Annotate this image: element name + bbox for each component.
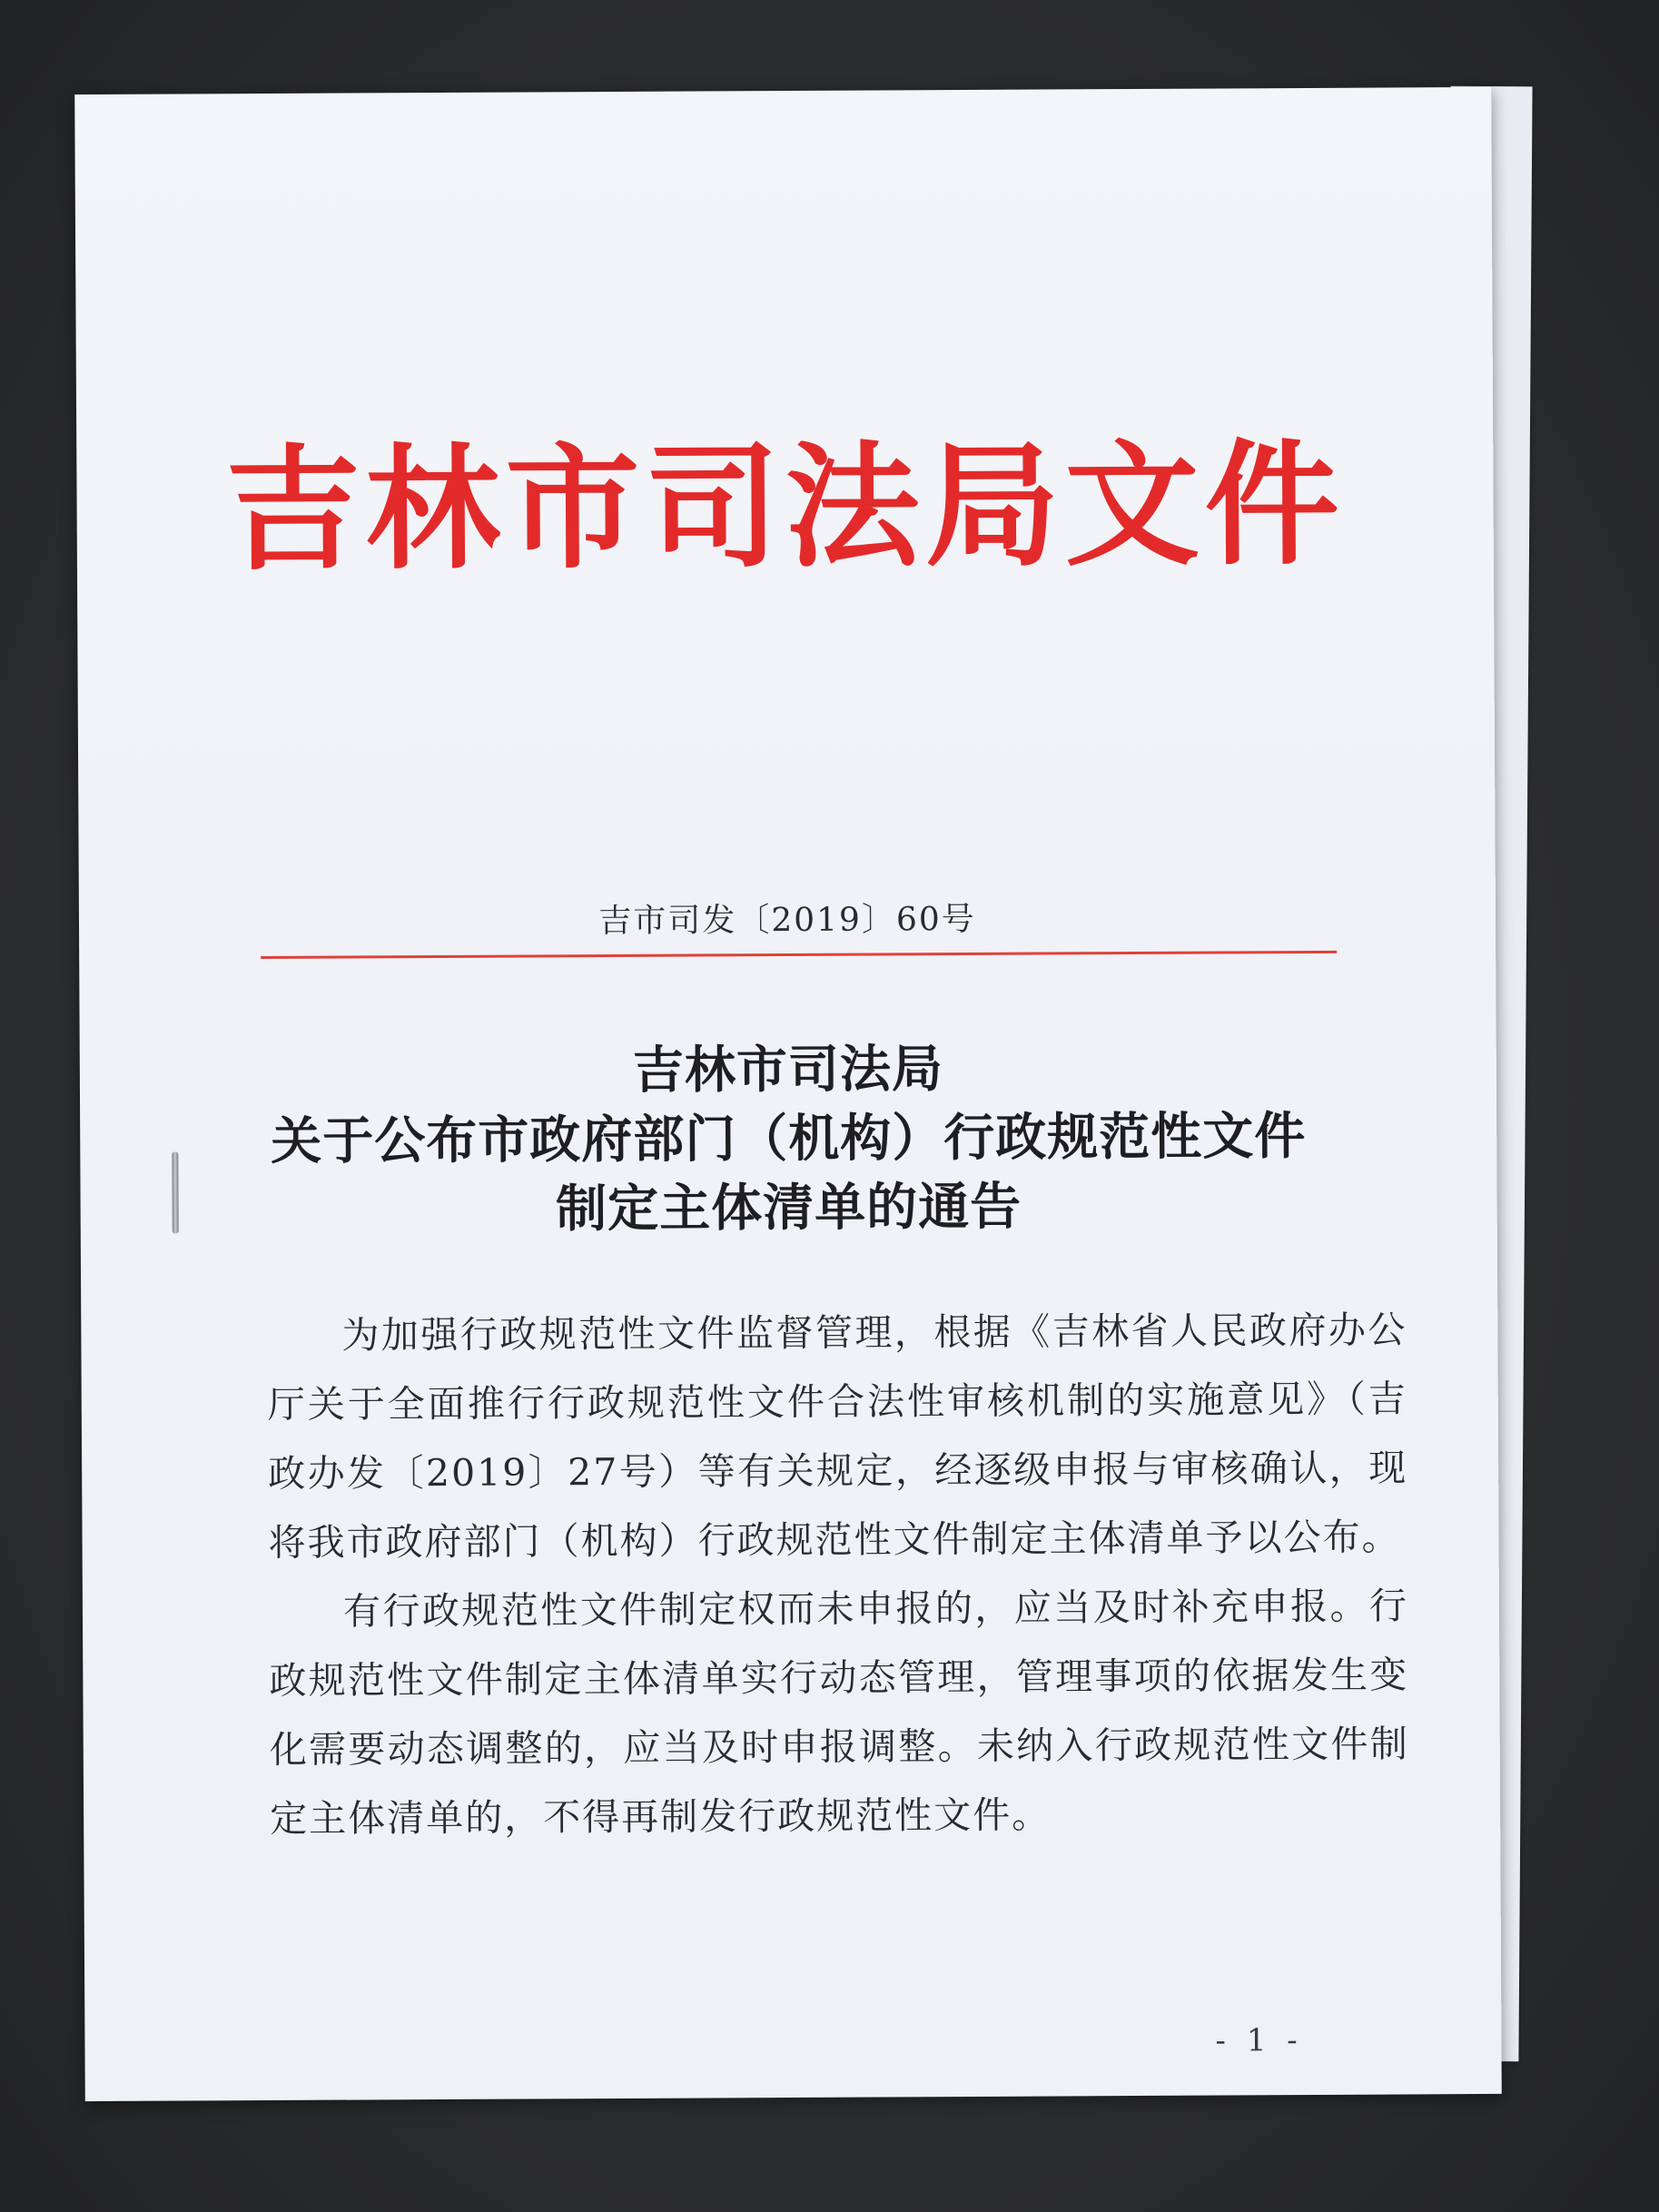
- document-page: [74, 87, 1502, 2101]
- body-paragraph-1: 为加强行政规范性文件监督管理，根据《吉林省人民政府办公厅关于全面推行行政规范性文件合法性审核机制的实施意见》（吉政办发〔2019〕27号）等有关规定，经逐级申报与审核确认，现将我市政府部门（机构）行政规范性文件制定主体清单予以公布。: [267, 1308, 1408, 1565]
- notice-body: [267, 1295, 1409, 1853]
- red-divider-line: [261, 951, 1337, 959]
- page-number: - 1 -: [1215, 2022, 1303, 2059]
- title-line-notice: 制定主体清单的通告: [555, 1176, 1022, 1239]
- title-line-issuer: 吉林市司法局: [632, 1039, 944, 1101]
- body-paragraph-2: 有行政规范性文件制定权而未申报的，应当及时补充申报。行政规范性文件制定主体清单实行动态管理，管理事项的依据发生变化需要动态调整的，应当及时申报调整。未纳入行政规范性文件制定主体清单的，不得再制发行政规范性文件。: [269, 1584, 1409, 1841]
- title-line-subject: 关于公布市政府部门（机构）行政规范性文件: [271, 1106, 1307, 1171]
- document-number: 吉市司发〔2019〕60号: [598, 900, 976, 941]
- notice-title: [80, 1032, 1497, 1246]
- masthead-title: 吉林市司法局文件: [225, 426, 1346, 589]
